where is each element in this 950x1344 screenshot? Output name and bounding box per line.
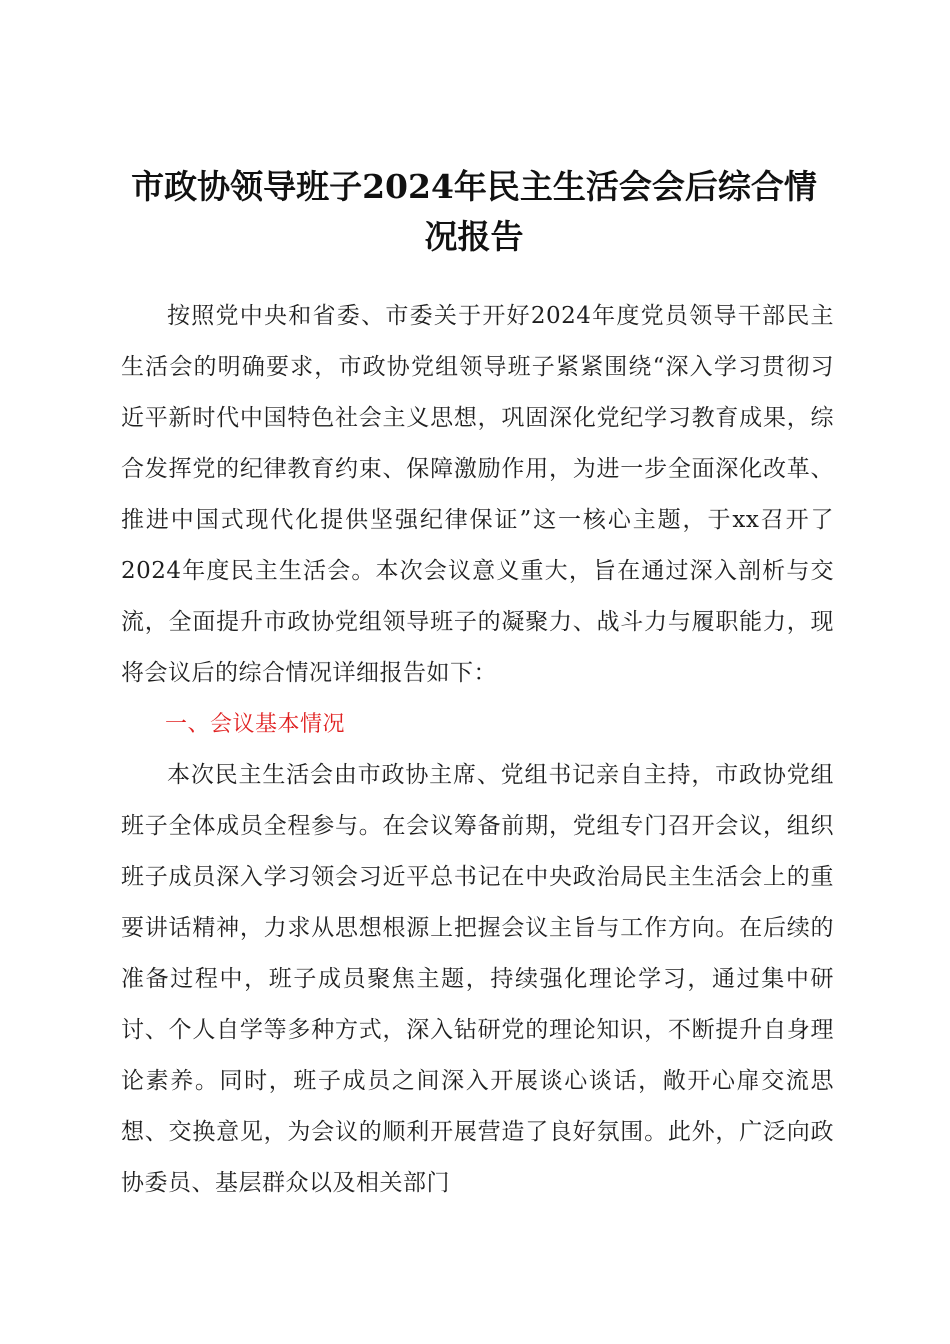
document-title: 市政协领导班子2024年民主生活会会后综合情况报告 [131,167,817,256]
intro-paragraph: 按照党中央和省委、市委关于开好2024年度党员领导干部民主生活会的明确要求，市政协党组领导班子紧紧围绕“深入学习贯彻习近平新时代中国特色社会主义思想，巩固深化党纪学习教育成果，综合发挥党的纪律教育约束、保障激励作用，为进一步全面深化改革、推进中国式现代化提供坚强纪律保证”这一核心主题，于xx召开了2024年度民主生活会。本次会议意义重大，旨在通过深入剖析与交流，全面提升市政协党组领导班子的凝聚力、战斗力与履职能力，现将会议后的综合情况详细报告如下： [121,303,834,686]
document-body [121,291,834,1209]
section-1-paragraph: 本次民主生活会由市政协主席、党组书记亲自主持，市政协党组班子全体成员全程参与。在会议筹备前期，党组专门召开会议，组织班子成员深入学习领会习近平总书记在中央政治局民主生活会上的重要讲话精神，力求从思想根源上把握会议主旨与工作方向。在后续的准备过程中，班子成员聚焦主题，持续强化理论学习，通过集中研讨、个人自学等多种方式，深入钻研党的理论知识，不断提升自身理论素养。同时，班子成员之间深入开展谈心谈话，敞开心扉交流思想、交换意见，为会议的顺利开展营造了良好氛围。此外，广泛向政协委员、基层群众以及相关部门 [121,762,834,1196]
section-heading-1: 一、会议基本情况 [165,712,346,737]
